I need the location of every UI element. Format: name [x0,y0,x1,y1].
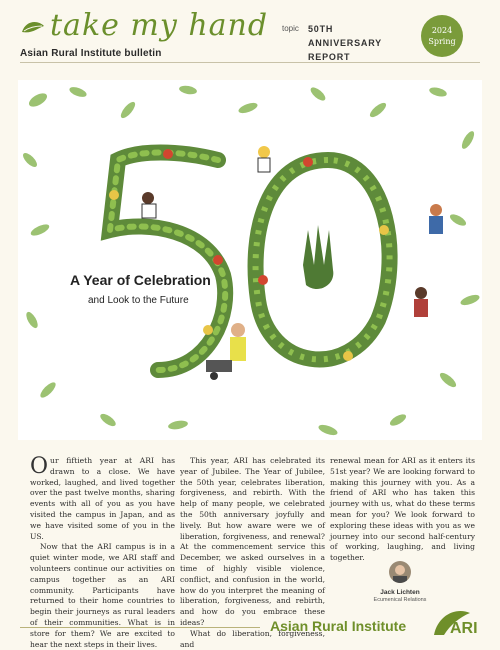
paragraph: What do liberation, forgiveness, and [180,628,325,649]
hero-illustration [18,80,482,440]
bulletin-title: take my hand [50,8,269,43]
author-role: Ecumenical Relations [373,597,427,603]
author-avatar [389,561,411,583]
footer-org-name: Asian Rural Institute [270,618,407,634]
author-name: Jack Lichten [380,589,420,596]
leaf-hand-icon [20,18,46,36]
masthead-divider [20,62,480,63]
topic-title-line2: REPORT [308,52,351,62]
svg-text:ARI: ARI [450,620,478,637]
paragraph: Now that the ARI campus is in a quiet winter mode, we ARI staff and volunteers continue our activities on campus together as an ARI community. Participants have returned to their home countries to begin their journeys as rural leaders of their communities. What is in store for them? We are excited to hear the next steps in their lives. [30,542,175,649]
fifty-vegetable-artwork [18,80,482,440]
season-year: 2024 [431,26,453,35]
season-name: Spring [428,37,456,46]
hand-shape [303,225,333,289]
bulletin-logo [20,8,268,43]
paragraph: Our fiftieth year at ARI has drawn to a close. We have worked, laughed, and lived together over the past twelve months, sharing events with all of you as you have visited the campus in Japan, and as we have visited some of you in the US. [30,454,175,541]
ari-logo-icon [430,605,486,637]
hero-subtitle: and Look to the Future [88,295,189,306]
topic-title-line1: 50TH ANNIVERSARY [308,24,382,48]
hero-title: A Year of Celebration [70,272,211,288]
paragraph: renewal mean for ARI as it enters its 51st year? We are looking forward to making this journey with you. As a friend of ARI who has taken this journey with us, what do these terms mean for you? We look forward to exploring these ideas with you as we journey into our second half-century of working, laughing, and living together. [330,456,475,563]
topic-label: topic [282,24,299,33]
article-column-3 [330,456,475,564]
drop-cap: O [30,454,49,479]
article-column-1 [30,456,175,650]
masthead [0,0,500,80]
footer-divider [20,627,260,628]
number-five [110,153,225,371]
bulletin-subtitle: Asian Rural Institute bulletin [20,48,162,59]
season-badge [421,15,463,57]
topic-title [308,22,408,64]
paragraph: This year, ARI has celebrated its year of Jubilee. The Year of Jubilee, the 50th year, celebrates liberation, forgiveness, and rebirth. With the help of many people, we celebrated the 50th anniversary joyfully and lively. But how aware were we of liberation, forgiveness, and renewal? At the commencement service this December, we asked ourselves in a time of highly visible violence, conflict, and confusion in the world, how do you interpret the meaning of liberation, forgiveness, and rebirth, and how do you embrace these ideas? [180,456,325,627]
